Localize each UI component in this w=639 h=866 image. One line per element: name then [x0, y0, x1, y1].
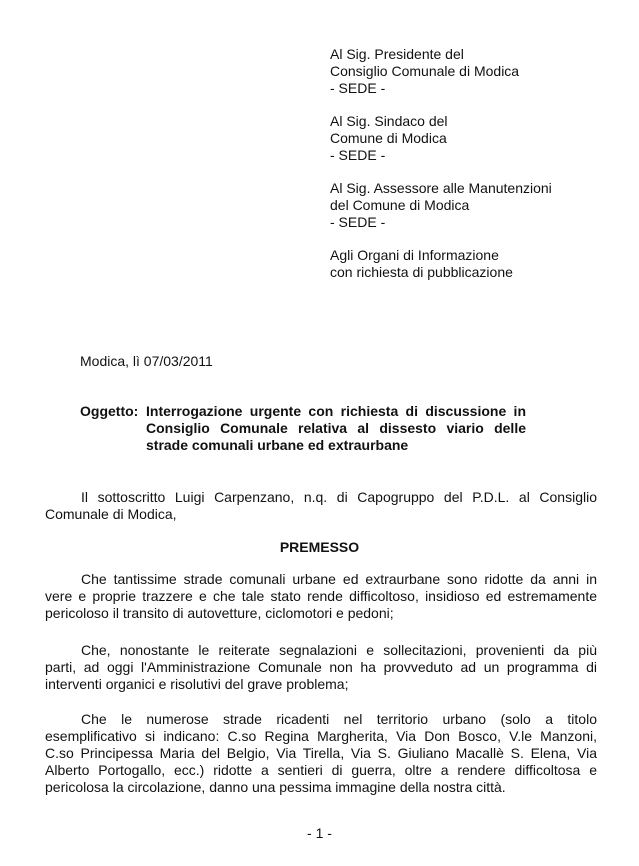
paragraph-line: pericolosa la circolazione, danno una pessima immagine della nostra città.	[45, 779, 506, 795]
subject-line: Consiglio Comunale relativa al dissesto viario delle	[146, 420, 526, 436]
recipient-assessor	[330, 180, 630, 231]
paragraph-1	[45, 571, 597, 622]
paragraph-line: vere e proprie trazzere e che tale stato rende difficoltoso, insidioso ed estremamente	[45, 588, 597, 604]
paragraph-line: pericoloso il transito di autovetture, ciclomotori e pedoni;	[45, 605, 394, 621]
recipient-line: Al Sig. Sindaco del	[330, 113, 448, 129]
recipient-line: del Comune di Modica	[330, 197, 470, 213]
section-heading: PREMESSO	[279, 539, 360, 555]
paragraph-line: Che tantissime strade comunali urbane ed extraurbane sono ridotte da anni in	[81, 571, 597, 587]
paragraph-line: C.so Principessa Maria del Belgio, Via Tirella, Via S. Giuliano Macallè S. Elena, Via	[45, 745, 597, 761]
subject-line: Interrogazione urgente con richiesta di discussione in	[146, 403, 526, 419]
paragraph-line: Alberto Portogallo, ecc.) ridotte a sentieri di guerra, oltre a rendere difficoltosa e	[45, 762, 597, 778]
paragraph-line: Comunale di Modica,	[45, 506, 177, 522]
paragraph-3	[45, 711, 597, 796]
subject-label: Oggetto:	[80, 403, 139, 419]
recipient-line: - SEDE -	[330, 214, 386, 230]
paragraph-line: esemplificativo si indicano: C.so Regina Margherita, Via Don Bosco, V.le Manzoni,	[45, 728, 597, 744]
paragraph-line: parti, ad oggi l'Amministrazione Comunale non ha provveduto ad un programma di	[45, 659, 597, 675]
recipient-press	[330, 247, 630, 281]
recipient-mayor	[330, 113, 630, 164]
paragraph-2	[45, 642, 597, 693]
subject-line: strade comunali urbane ed extraurbane	[146, 437, 409, 453]
paragraph-line: Che le numerose strade ricadenti nel territorio urbano (solo a titolo	[81, 711, 597, 727]
page-number: - 1 -	[307, 825, 332, 841]
recipient-line: Comune di Modica	[330, 130, 447, 146]
recipient-president	[330, 46, 630, 97]
recipient-line: Al Sig. Presidente del	[330, 46, 464, 62]
place-date: Modica, lì 07/03/2011	[80, 353, 213, 369]
recipient-line: Consiglio Comunale di Modica	[330, 63, 520, 79]
paragraph-line: interventi organici e risolutivi del grave problema;	[45, 676, 349, 692]
intro-paragraph	[45, 489, 597, 523]
recipient-line: - SEDE -	[330, 147, 386, 163]
recipients-block	[330, 46, 630, 297]
recipient-line: Al Sig. Assessore alle Manutenzioni	[330, 180, 552, 196]
recipient-line: con richiesta di pubblicazione	[330, 264, 513, 280]
subject-text	[146, 403, 526, 454]
paragraph-line: Il sottoscritto Luigi Carpenzano, n.q. di Capogruppo del P.D.L. al Consiglio	[81, 489, 597, 505]
recipient-line: Agli Organi di Informazione	[330, 247, 499, 263]
paragraph-line: Che, nonostante le reiterate segnalazioni e sollecitazioni, provenienti da più	[81, 642, 597, 658]
recipient-line: - SEDE -	[330, 80, 386, 96]
